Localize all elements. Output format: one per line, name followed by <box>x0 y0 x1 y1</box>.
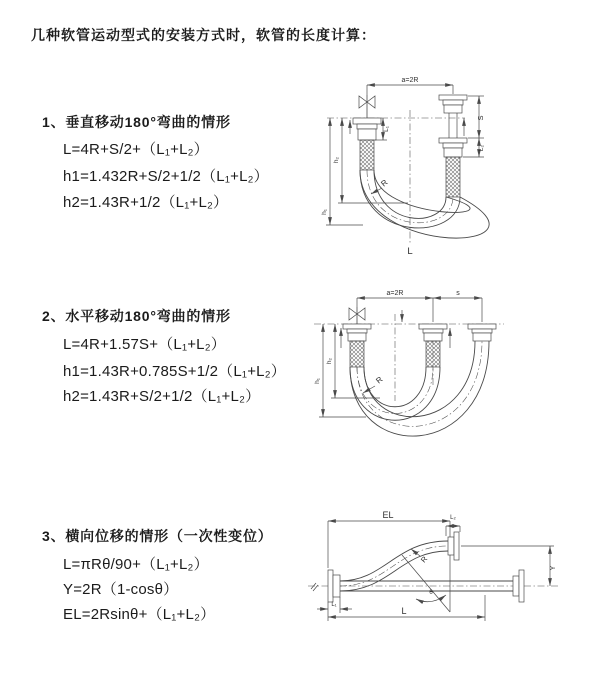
length-label: L <box>401 606 407 616</box>
page-title: 几种软管运动型式的安装方式时，软管的长度计算： <box>31 27 376 43</box>
break-mark <box>311 583 318 591</box>
moving-end-flange-lower <box>439 138 467 157</box>
dim-label-h2: h₂ <box>326 357 333 365</box>
dim-label-el: EL <box>382 510 394 520</box>
diagram-horizontal-180-bend <box>308 286 588 466</box>
moving-end-flange-upper <box>439 95 467 113</box>
dim-label-h1: h₁ <box>321 209 328 215</box>
dim-span <box>357 298 482 322</box>
radius-label: R <box>379 177 390 189</box>
dim-label-l1: L₁ <box>383 126 390 132</box>
fixed-end-flange <box>343 324 371 341</box>
angle-arc <box>416 595 446 602</box>
dim-label-span: a=2R <box>401 77 419 84</box>
braided-hose-mid <box>426 341 440 367</box>
dim-effective-length <box>328 521 450 612</box>
formula-line: Y=2R（1-cosθ） <box>63 581 179 598</box>
dim-label-l2: L₂ <box>450 515 456 521</box>
valve-icon <box>359 95 375 118</box>
formula-line: L=4R+S/2+（L₁+L₂） <box>63 141 209 158</box>
formula-line: L=4R+1.57S+（L₁+L₂） <box>63 336 226 353</box>
moving-end-flange-pos1 <box>419 324 447 341</box>
section-1-heading: 1、垂直移动180°弯曲的情形 <box>42 114 231 130</box>
section-3-heading: 3、横向位移的情形（一次性变位） <box>42 528 273 544</box>
radius-label: R <box>374 374 385 386</box>
dim-offset <box>461 546 554 586</box>
formula-line: h1=1.43R+0.785S+1/2（L₁+L₂） <box>63 363 286 380</box>
fixed-end-flange <box>353 118 381 140</box>
valve-icon <box>349 307 365 324</box>
braided-hose-left <box>360 140 374 170</box>
dim-label-stroke: s <box>456 290 460 297</box>
formula-line: h2=1.43R+1/2（L₁+L₂） <box>63 194 229 211</box>
radius-leader <box>411 549 420 556</box>
dim-label-l2: L₂ <box>478 144 485 152</box>
formula-line: L=πRθ/90+（L₁+L₂） <box>63 556 209 573</box>
original-end-flange <box>513 570 524 602</box>
dim-span <box>367 85 453 95</box>
braided-hose-right <box>446 157 460 197</box>
fixed-end-flange <box>328 570 340 602</box>
radius-label: R <box>418 554 430 565</box>
diagram-lateral-displacement <box>300 505 600 660</box>
dim-label-span: a=2R <box>386 290 404 297</box>
formula-line: h1=1.432R+S/2+1/2（L₁+L₂） <box>63 168 269 185</box>
formula-line: EL=2Rsinθ+（L₁+L₂） <box>63 606 216 623</box>
braided-hose-left <box>350 341 364 367</box>
dim-label-stroke: S <box>476 115 485 121</box>
dim-label-y: Y <box>550 565 557 571</box>
formula-line: h2=1.43R+S/2+1/2（L₁+L₂） <box>63 388 261 405</box>
dim-label-l1: L₁ <box>331 602 337 608</box>
moving-end-flange-pos2 <box>468 324 496 341</box>
angle-label: θ <box>429 589 433 596</box>
dim-label-h1: h₁ <box>314 378 321 384</box>
diagram-vertical-180-bend <box>313 72 573 262</box>
dim-label-h2: h₂ <box>333 156 340 164</box>
hose-displaced-position <box>340 541 448 591</box>
section-2-heading: 2、水平移动180°弯曲的情形 <box>42 308 231 324</box>
length-label: L <box>407 246 413 257</box>
